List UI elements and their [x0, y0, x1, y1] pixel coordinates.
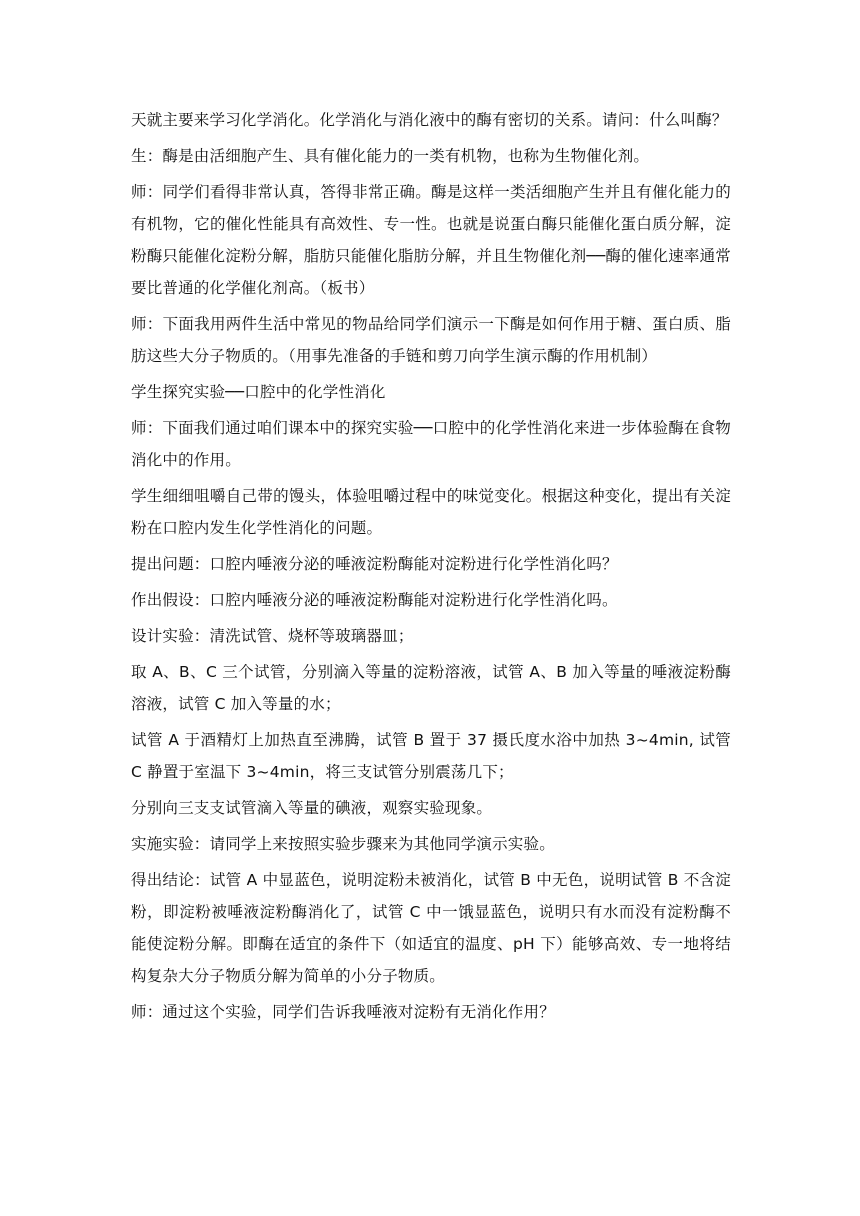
paragraph-student-chewing: 学生细细咀嚼自己带的馒头，体验咀嚼过程中的味觉变化。根据这种变化，提出有关淀粉在口腔内发生化学性消化的问题。 — [131, 487, 731, 537]
paragraph-intro: 天就主要来学习化学消化。化学消化与消化液中的酶有密切的关系。请问：什么叫酶？ — [131, 111, 728, 129]
paragraph-section-heading: 学生探究实验──口腔中的化学性消化 — [131, 383, 386, 401]
paragraph-step-tubes: 取 A、B、C 三个试管，分别滴入等量的淀粉溶液，试管 A、B 加入等量的唾液淀粉酶溶液，试管 C 加入等量的水； — [131, 663, 731, 713]
paragraph-student-answer: 生：酶是由活细胞产生、具有催化能力的一类有机物，也称为生物催化剂。 — [131, 147, 650, 165]
paragraph-design: 设计实验：清洗试管、烧杯等玻璃器皿； — [131, 627, 414, 645]
paragraph-teacher-demo: 师：下面我用两件生活中常见的物品给同学们演示一下酶是如何作用于糖、蛋白质、脂肪这些大分子物质的。（用事先准备的手链和剪刀向学生演示酶的作用机制） — [131, 315, 731, 365]
document-body — [131, 104, 731, 1032]
paragraph-conclusion: 得出结论：试管 A 中显蓝色，说明淀粉未被消化，试管 B 中无色，说明试管 B 不含淀粉，即淀粉被唾液淀粉酶消化了，试管 C 中一饿显蓝色，说明只有水而没有淀粉酶不能使淀粉分解。即酶在适宜的条件下（如适宜的温度、pH 下）能够高效、专一地将结构复杂大分子物质分解为简单的小分子物质。 — [131, 871, 731, 985]
paragraph-teacher-experiment-intro: 师：下面我们通过咱们课本中的探究实验──口腔中的化学性消化来进一步体验酶在食物消化中的作用。 — [131, 419, 731, 469]
paragraph-step-iodine: 分别向三支支试管滴入等量的碘液，观察实验现象。 — [131, 799, 493, 817]
paragraph-teacher-question: 师：通过这个实验，同学们告诉我唾液对淀粉有无消化作用？ — [131, 1003, 555, 1021]
paragraph-step-heating: 试管 A 于酒精灯上加热直至沸腾，试管 B 置于 37 摄氏度水浴中加热 3~4min, 试管 C 静置于室温下 3~4min，将三支试管分别震荡几下； — [131, 731, 731, 781]
paragraph-question: 提出问题：口腔内唾液分泌的唾液淀粉酶能对淀粉进行化学性消化吗？ — [131, 555, 618, 573]
paragraph-implementation: 实施实验：请同学上来按照实验步骤来为其他同学演示实验。 — [131, 835, 555, 853]
paragraph-teacher-explanation: 师：同学们看得非常认真，答得非常正确。酶是这样一类活细胞产生并且有催化能力的有机物，它的催化性能具有高效性、专一性。也就是说蛋白酶只能催化蛋白质分解，淀粉酶只能催化淀粉分解，脂肪只能催化脂肪分解，并且生物催化剂──酶的催化速率通常要比普通的化学催化剂高。（板书） — [131, 183, 731, 297]
paragraph-hypothesis: 作出假设：口腔内唾液分泌的唾液淀粉酶能对淀粉进行化学性消化吗。 — [131, 591, 618, 609]
